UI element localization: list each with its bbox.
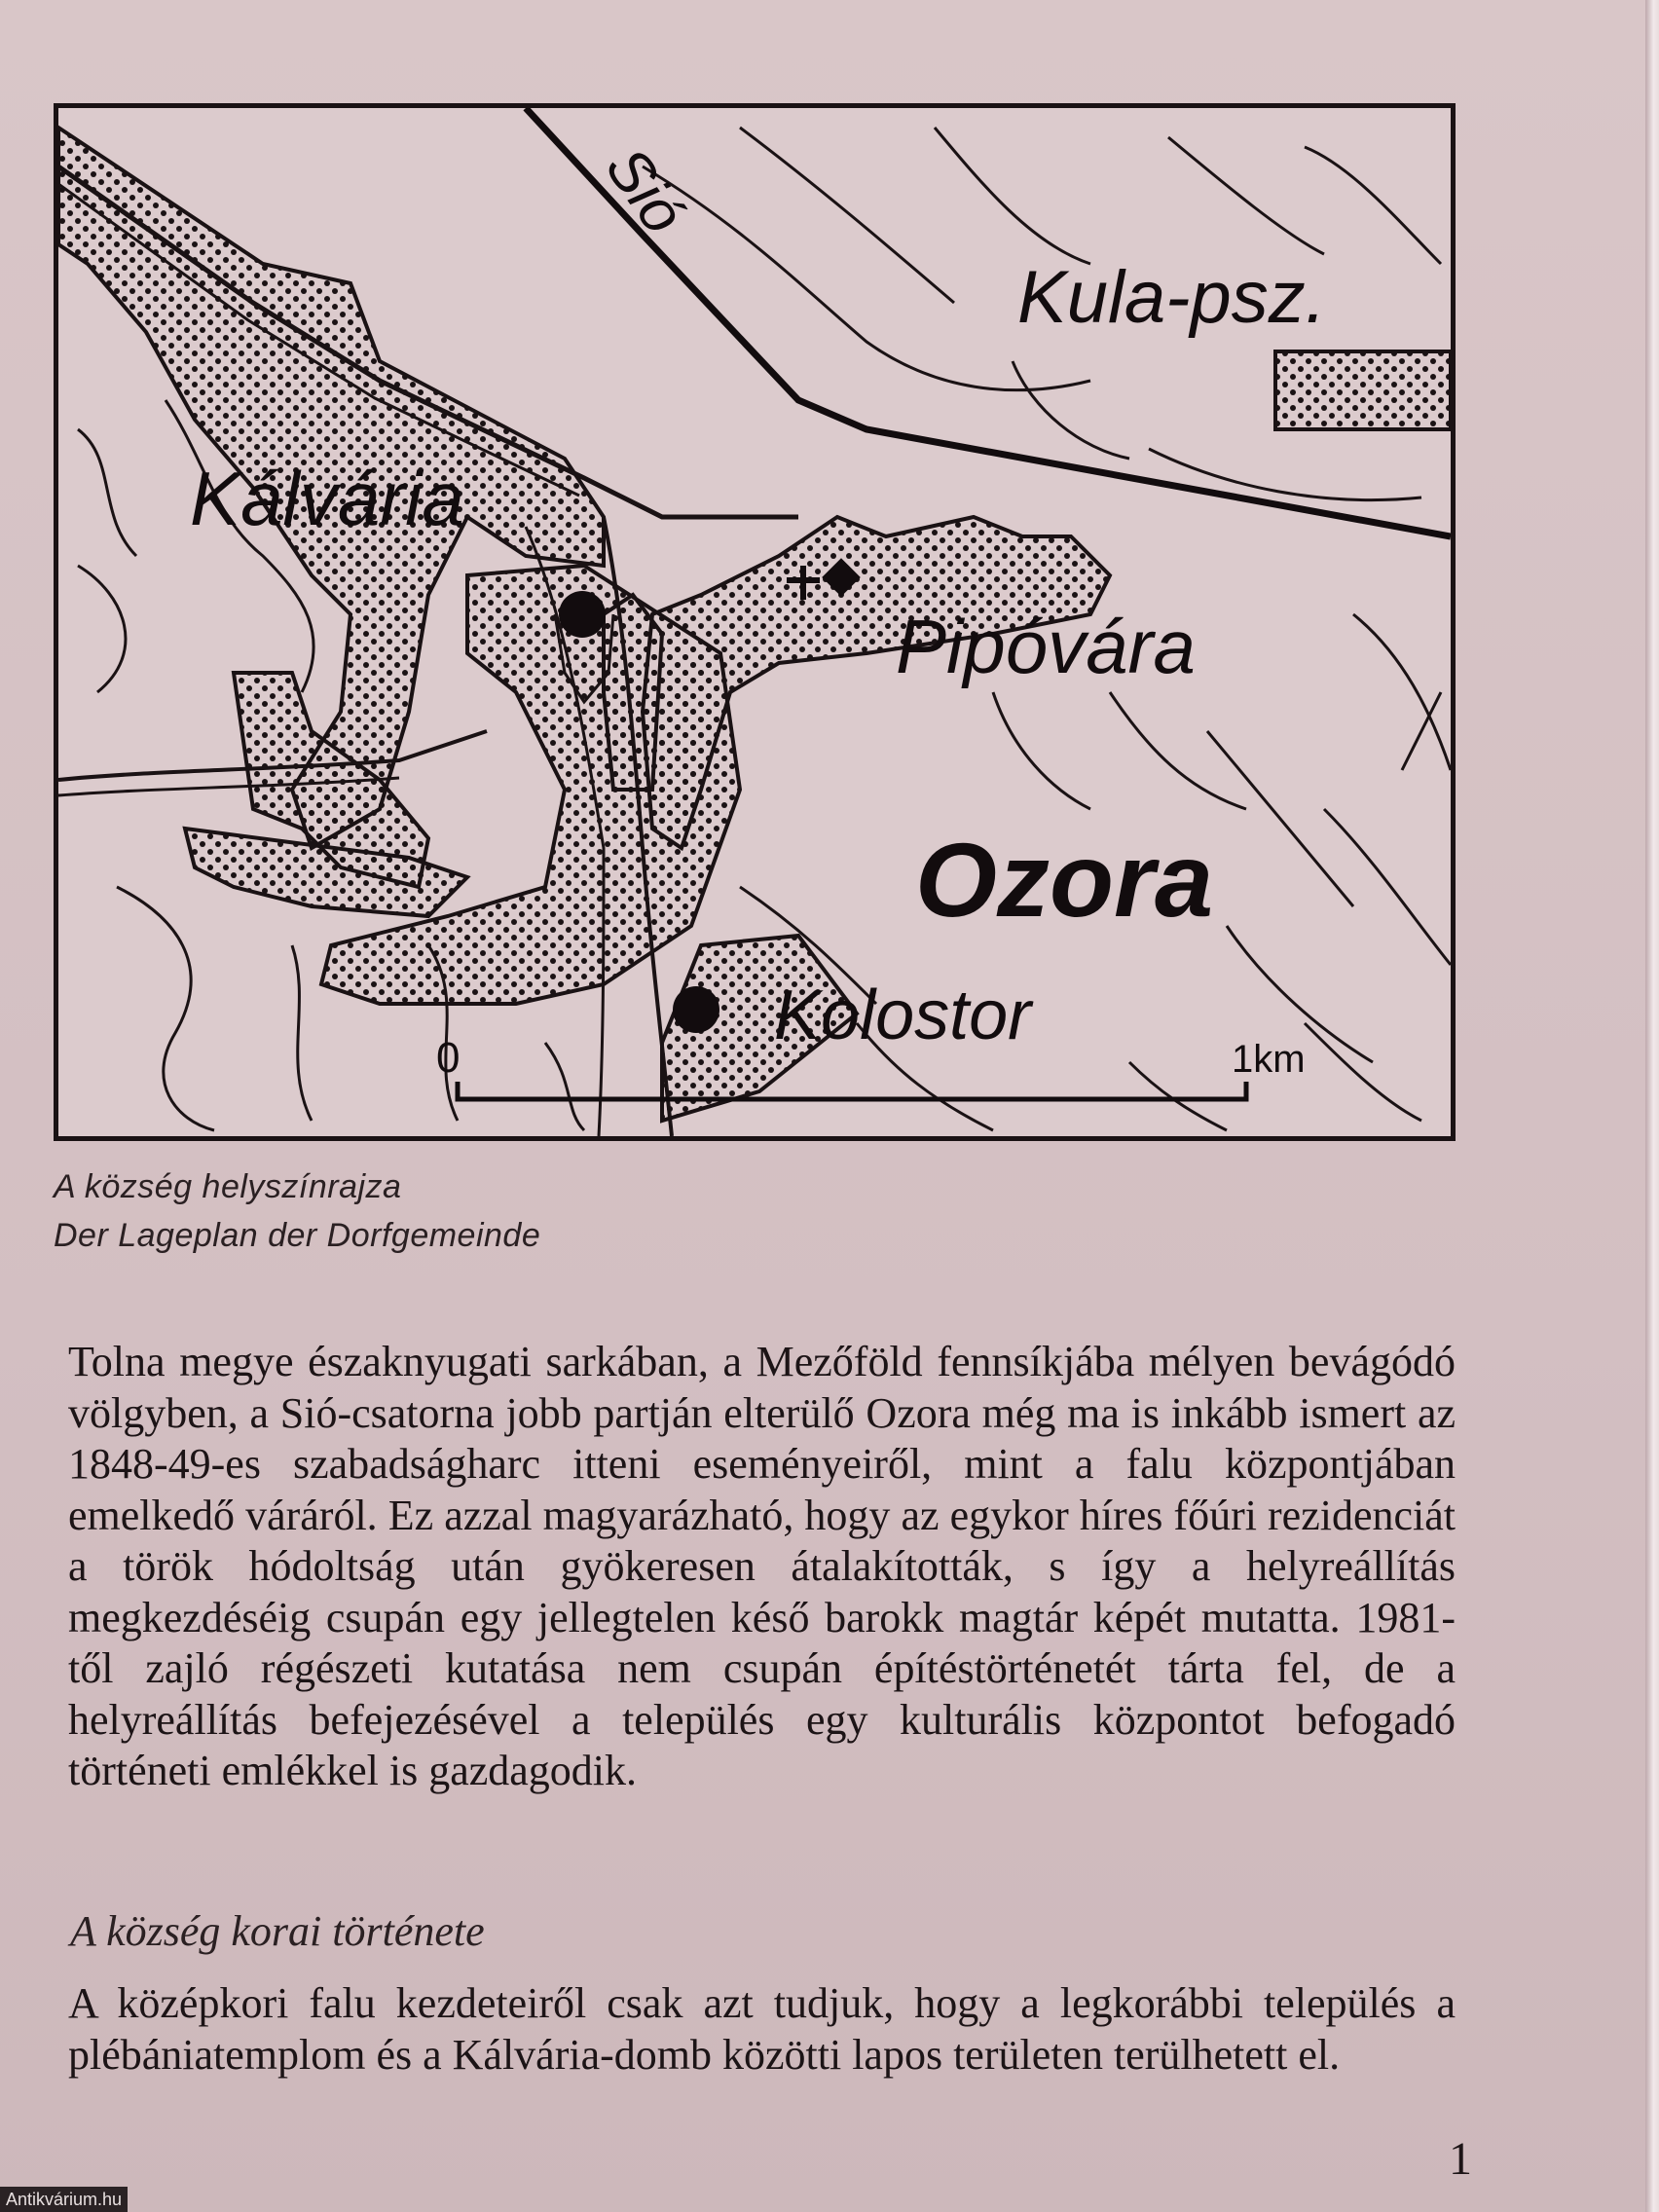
label-kula: Kula-psz.	[1017, 256, 1326, 339]
map-caption-german: Der Lageplan der Dorfgemeinde	[54, 1217, 541, 1254]
monastery-dot	[673, 986, 719, 1033]
label-kalvaria: Kálvária	[190, 456, 464, 541]
watermark: Antikvárium.hu	[0, 2187, 128, 2212]
section-heading: A község korai története	[70, 1907, 485, 1955]
scale-bar	[458, 1082, 1246, 1099]
early-history-paragraph: A középkori falu kezdeteiről csak azt tudjuk, hogy a legkorábbi település a plébániatemplom és a Kálvária-domb közötti lapos területen terülhetett el.	[68, 1979, 1456, 2079]
label-sio: Sió	[592, 135, 698, 246]
intro-paragraph: Tolna megye északnyugati sarkában, a Mezőföld fennsíkjába mélyen bevágódó völgyben, a Sió-csatorna jobb partján elterülő Ozora még ma is inkább ismert az 1848-49-es szabadságharc itteni eseményeiről, mint a falu központjában emelkedő váráról. Ez azzal magyarázható, hogy az egykor híres főúri rezidenciát a török hódoltság után gyökeresen átalakították, s így a helyreállítás megkezdéséig csupán egy jellegtelen késő barokk magtár képét mutatta. 1981-től zajló régészeti kutatása nem csupán építéstörténetét tárta fel, de a helyreállítás befejezésével a település egy kulturális központot befogadó történeti emlékkel is gazdagodik.	[68, 1338, 1456, 1794]
label-kolostor: Kolostor	[774, 977, 1032, 1054]
map-caption-hungarian: A község helyszínrajza	[54, 1168, 402, 1205]
page-number: 1	[1449, 2133, 1472, 2185]
map-drawing	[58, 108, 1451, 1136]
label-pipovara: Pipóvára	[896, 604, 1196, 689]
church-dot	[559, 591, 606, 638]
page-edge	[1645, 0, 1659, 2212]
label-ozora: Ozora	[915, 821, 1214, 939]
scale-km-label: 1km	[1232, 1038, 1306, 1081]
scale-zero-label: 0	[436, 1034, 461, 1082]
site-map	[54, 103, 1456, 1141]
